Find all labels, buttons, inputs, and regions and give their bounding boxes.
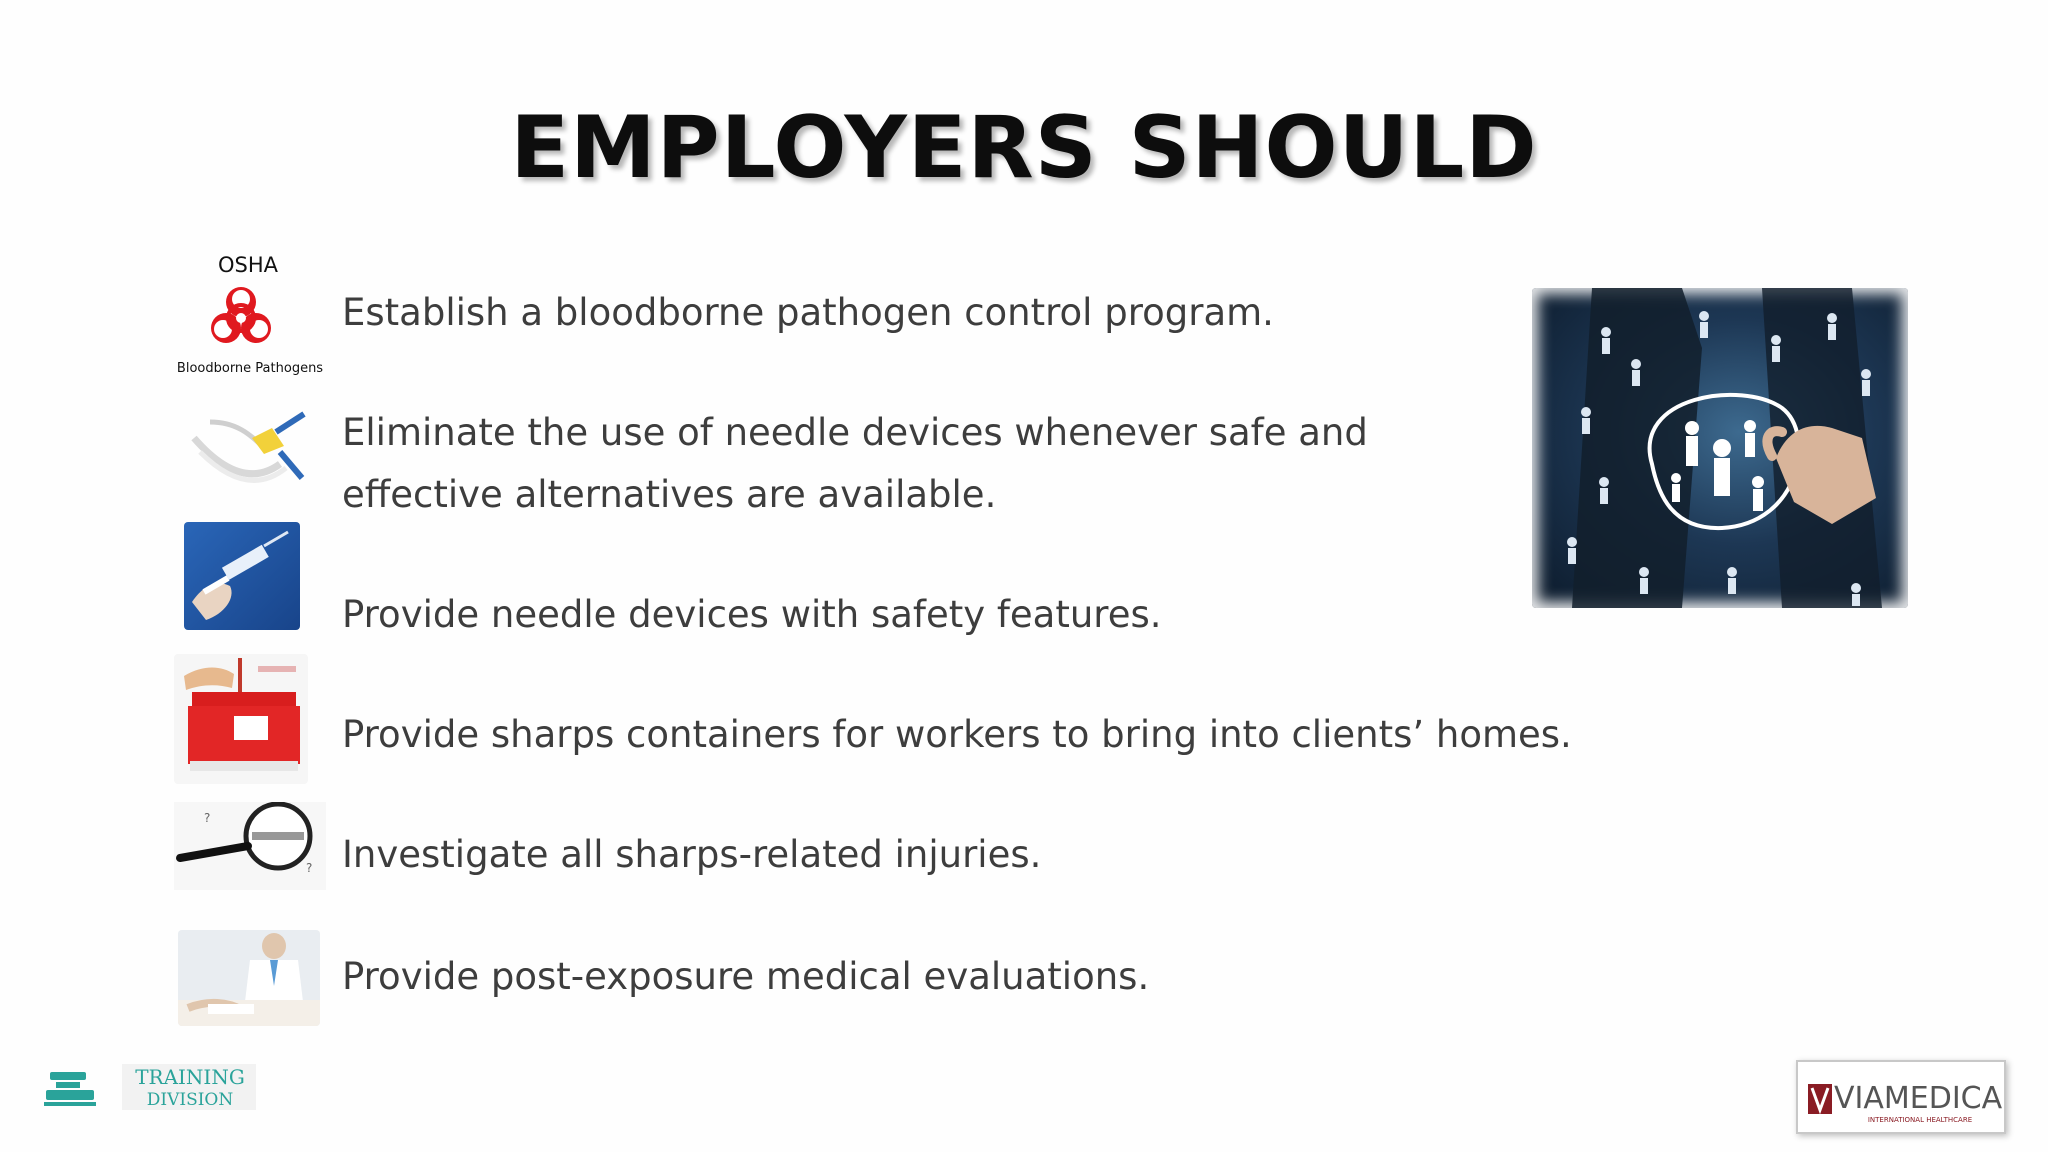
butterfly-needle-icon xyxy=(180,408,312,492)
osha-biohazard-icon xyxy=(176,248,326,376)
bullet-item-4: Provide sharps containers for workers to bring into clients’ homes. xyxy=(342,713,1572,756)
bullet-item-3: Provide needle devices with safety features. xyxy=(342,593,1162,636)
training-logo-line2: DIVISION xyxy=(146,1090,234,1110)
slide-title: EMPLOYERS SHOULD xyxy=(510,98,1538,198)
magnifying-glass-icon xyxy=(174,802,326,890)
medical-evaluation-icon xyxy=(178,930,320,1026)
viamedica-logo xyxy=(1796,1060,2006,1134)
safety-syringe-icon xyxy=(184,522,300,630)
bullet-item-5: Investigate all sharps-related injuries. xyxy=(342,833,1042,876)
osha-logo-top-text: OSHA xyxy=(217,253,279,277)
training-division-logo xyxy=(44,1062,274,1112)
bullet-item-2-line-1: Eliminate the use of needle devices whenever safe and xyxy=(342,411,1368,454)
bullet-item-1: Establish a bloodborne pathogen control program. xyxy=(342,291,1274,334)
osha-logo-bottom-text: Bloodborne Pathogens xyxy=(176,361,324,376)
bullet-item-6: Provide post-exposure medical evaluations. xyxy=(342,955,1150,998)
svg-text:?: ? xyxy=(306,861,313,875)
viamedica-name: VIAMEDICA xyxy=(1834,1081,2003,1116)
viamedica-tagline: INTERNATIONAL HEALTHCARE xyxy=(1867,1116,1973,1124)
svg-text:?: ? xyxy=(204,811,211,825)
sharps-container-icon xyxy=(174,654,308,784)
training-logo-line1: TRAINING xyxy=(135,1065,245,1089)
bullet-item-2-line-2: effective alternatives are available. xyxy=(342,473,997,516)
business-network-photo xyxy=(1532,288,1908,608)
